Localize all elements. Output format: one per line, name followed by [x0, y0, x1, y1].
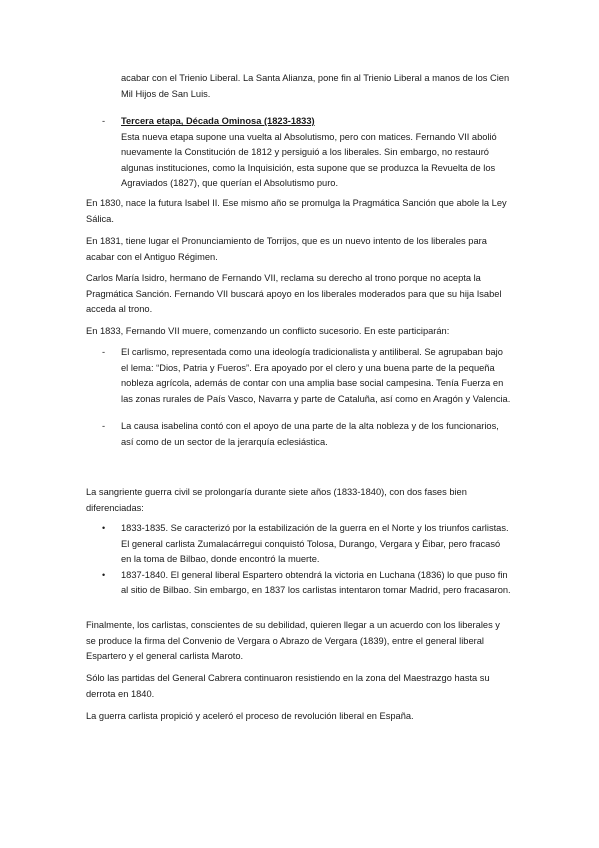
list-dash-marker: - — [102, 421, 106, 431]
list-item — [102, 568, 511, 599]
paragraph-1831: En 1831, tiene lugar el Pronunciamiento de Torrijos, que es un nuevo intento de los liberales para acabar con el Antiguo Régimen. — [86, 236, 487, 262]
paragraph-1830: En 1830, nace la futura Isabel II. Ese mismo año se promulga la Pragmática Sanción que abole la Ley Sálica. — [86, 198, 507, 224]
list-item-text: 1833-1835. Se caracterizó por la estabilización de la guerra en el Norte y los triunfos carlistas. El general carlista Zumalacárregui conquistó Tolosa, Durango, Vergara y Éibar, pero fracasó en la toma de Bilbao, donde encontró la muerte. — [121, 523, 509, 564]
list-item-text: El carlismo, representada como una ideología tradicionalista y antiliberal. Se agrupaban bajo el lema: “Dios, Patria y Fueros”. Era apoyado por el clero y una buena parte de la pequeña nobleza agrícola, además de contar con una amplia base social campesina. Tenía Fuerza en las zonas rurales de País Vasco, Navarra y parte de Cataluña, así como en Aragón y Valencia. — [121, 347, 511, 404]
paragraph-conclusion: La guerra carlista propició y aceleró el proceso de revolución liberal en España. — [86, 711, 414, 721]
list-item-text: La causa isabelina contó con el apoyo de una parte de la alta nobleza y de los funcionarios, así como de un sector de la jerarquía eclesiástica. — [121, 421, 499, 447]
paragraph-carlos-maria-isidro: Carlos María Isidro, hermano de Fernando VII, reclama su derecho al trono porque no acepta la Pragmática Sanción. Fernando VII buscará apoyo en los liberales moderados para que su hija Isabel acceda al trono. — [86, 273, 502, 314]
list-dash-marker: - — [102, 347, 106, 357]
list-bullet-marker: • — [102, 523, 106, 533]
list-dash-marker: - — [102, 116, 106, 126]
paragraph-cabrera: Sólo las partidas del General Cabrera continuaron resistiendo en la zona del Maestrazgo hasta su derrota en 1840. — [86, 673, 490, 699]
fases-list — [102, 521, 511, 599]
paragraph-finalmente: Finalmente, los carlistas, conscientes de su debilidad, quieren llegar a un acuerdo con los liberales y se produce la firma del Convenio de Vergara o Abrazo de Vergara (1839), entre el general liberal Espartero y el general carlista Maroto. — [86, 620, 500, 661]
list-item-text: 1837-1840. El general liberal Espartero obtendrá la victoria en Luchana (1836) lo que puso fin al sitio de Bilbao. Sin embargo, en 1837 los carlistas intentaron tomar Madrid, pero fracasaron. — [121, 569, 511, 595]
list-bullet-marker: • — [102, 569, 106, 580]
etapa-text: Esta nueva etapa supone una vuelta al Absolutismo, pero con matices. Fernando VII abolió nuevamente la Constitución de 1812 y persiguió a los liberales. Sin embargo, no restauró algunas instituciones, como la Inquisición, esta supone que se produzca la Revuelta de los Agraviados (1827), que querían el Absolutismo puro. — [121, 131, 497, 188]
paragraph-1833: En 1833, Fernando VII muere, comenzando un conflicto sucesorio. En este participarán: — [86, 326, 450, 336]
list-item — [102, 419, 511, 450]
list-item — [102, 521, 511, 568]
etapa-item — [102, 114, 511, 192]
bandos-list — [102, 345, 511, 450]
list-item — [102, 345, 511, 407]
paragraph-guerra-civil: La sangriente guerra civil se prolongaría durante siete años (1833-1840), con dos fases bien diferenciadas: — [86, 487, 467, 513]
etapa-heading: Tercera etapa, Década Ominosa (1823-1833) — [121, 116, 315, 126]
intro-paragraph: acabar con el Trienio Liberal. La Santa Alianza, pone fin al Trienio Liberal a manos de los Cien Mil Hijos de San Luis. — [121, 73, 510, 99]
